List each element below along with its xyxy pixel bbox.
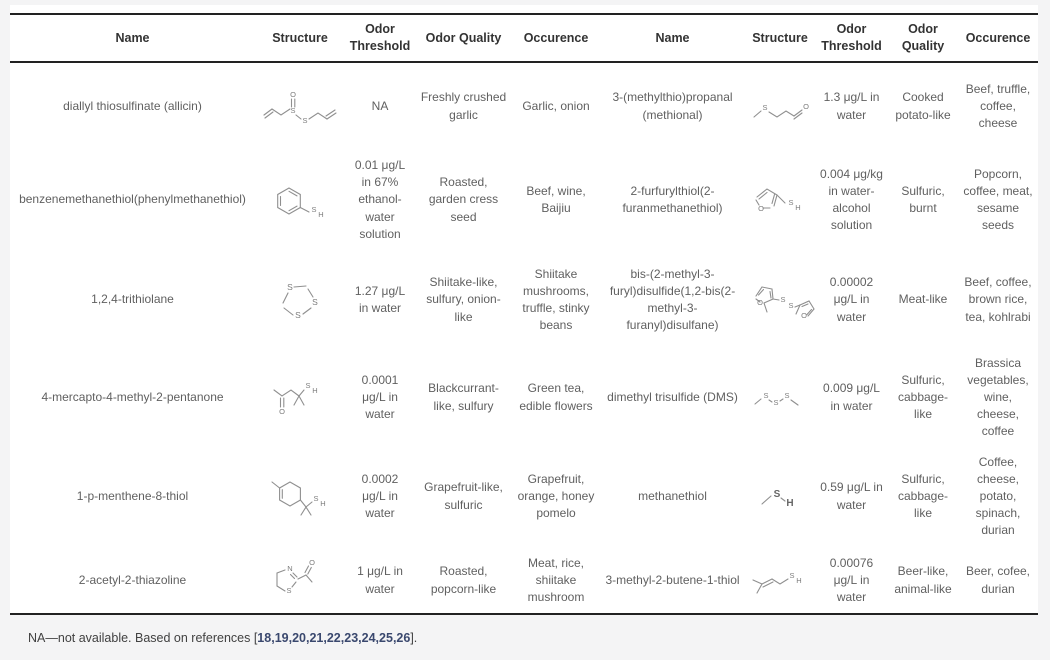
occurence: Shiitake mushrooms, truffle, stinky beans: [522, 266, 590, 333]
compound-name: bis-(2-methyl-3-furyl)disulfide(1,2-bis(2-methyl-3-furanyl)disulfane): [609, 266, 736, 333]
svg-text:H: H: [320, 498, 326, 508]
col-header-occurence-left: Occurence: [512, 14, 600, 62]
col-header-odor-quality-left: Odor Quality: [415, 14, 512, 62]
odor-quality: Blackcurrant-like, sulfury: [428, 381, 499, 413]
svg-text:S: S: [295, 310, 301, 320]
svg-text:S: S: [789, 570, 795, 580]
svg-text:H: H: [786, 497, 794, 509]
reference-link-21[interactable]: 21: [309, 631, 324, 645]
compound-name: diallyl thiosulfinate (allicin): [63, 98, 202, 113]
compound-name: 4-mercapto-4-methyl-2-pentanone: [41, 389, 224, 404]
odor-quality: Sulfuric, cabbage-like: [897, 471, 949, 521]
compound-name: 2-furfurylthiol(2-furanmethanethiol): [622, 183, 723, 215]
odor-threshold: 0.009 μg/L in water: [823, 381, 880, 413]
occurence: Grapefruit, orange, honey pomelo: [517, 471, 595, 521]
svg-text:H: H: [795, 203, 801, 212]
col-header-odor-threshold-left: Odor Threshold: [345, 14, 415, 62]
methyl-butene-thiol-structure-icon: [750, 564, 814, 598]
svg-text:H: H: [312, 385, 318, 395]
reference-link-25[interactable]: 25: [379, 631, 393, 645]
methanethiol-structure-icon: [757, 483, 803, 511]
reference-link-18[interactable]: 18: [257, 631, 272, 645]
odor-quality: Cooked potato-like: [895, 90, 951, 122]
compound-structure: [745, 445, 815, 548]
odor-quality: Sulfuric, burnt: [901, 183, 945, 215]
svg-text:S: S: [286, 585, 292, 595]
compound-name: 2-acetyl-2-thiazoline: [78, 572, 187, 587]
occurence: Beef, truffle, coffee, cheese: [965, 81, 1031, 131]
odor-threshold: 1.27 μg/L in water: [354, 283, 406, 315]
svg-text:O: O: [309, 558, 315, 567]
occurence: Beef, coffee, brown rice, tea, kohlrabi: [964, 275, 1032, 324]
svg-text:S: S: [780, 295, 786, 304]
odor-threshold: 0.00002 μg/L in water: [829, 275, 874, 324]
reference-link-20[interactable]: 20: [292, 631, 306, 645]
footnote-suffix: ].: [410, 631, 418, 645]
odor-threshold: 0.01 μg/L in 67% ethanol-water solution: [354, 158, 406, 241]
odor-quality: Sulfuric, cabbage-like: [897, 372, 949, 422]
compound-structure: [745, 548, 815, 614]
compound-structure: [255, 548, 345, 614]
odor-quality: Meat-like: [898, 292, 948, 307]
occurence: Coffee, cheese, potato, spinach, durian: [975, 454, 1021, 538]
compound-name: 1,2,4-trithiolane: [91, 292, 174, 307]
odor-threshold: 0.00076 μg/L in water: [829, 555, 874, 605]
svg-text:H: H: [796, 575, 802, 585]
svg-text:S: S: [305, 380, 311, 390]
acetyl-thiazoline-structure-icon: [271, 559, 329, 603]
furfurylthiol-structure-icon: [750, 179, 814, 221]
benzenemethanethiol-structure-icon: [269, 177, 331, 223]
svg-text:O: O: [757, 298, 763, 307]
svg-text:O: O: [801, 311, 807, 320]
table-row: [10, 445, 1038, 548]
svg-text:S: S: [312, 297, 318, 307]
odor-threshold: 1.3 μg/L in water: [823, 90, 880, 122]
col-header-odor-quality-right: Odor Quality: [888, 14, 958, 62]
occurence: Beef, wine, Baijiu: [526, 183, 586, 215]
occurence: Meat, rice, shiitake mushroom: [527, 555, 585, 605]
col-header-occurence-right: Occurence: [958, 14, 1038, 62]
svg-text:O: O: [758, 204, 764, 213]
svg-text:S: S: [313, 493, 319, 503]
odor-quality: Freshly crushed garlic: [420, 90, 507, 122]
svg-text:S: S: [311, 205, 317, 214]
compound-structure: [745, 350, 815, 445]
table-footnote: [28, 631, 1050, 645]
svg-text:S: S: [773, 397, 779, 407]
menthene-thiol-structure-icon: [268, 472, 332, 522]
svg-text:S: S: [763, 390, 769, 400]
occurence: Green tea, edible flowers: [519, 381, 593, 413]
svg-text:N: N: [287, 563, 293, 573]
reference-link-24[interactable]: 24: [361, 631, 376, 645]
svg-text:S: S: [762, 102, 768, 112]
reference-links: 18,19,20,21,22,23,24,25,26: [257, 631, 411, 645]
table-row: [10, 548, 1038, 614]
svg-text:O: O: [279, 406, 285, 416]
compound-name: benzenemethanethiol(phenylmethanethiol): [19, 192, 246, 207]
svg-text:S: S: [773, 488, 781, 500]
compound-structure: [745, 150, 815, 250]
table-row: [10, 250, 1038, 350]
compound-name: 3-methyl-2-butene-1-thiol: [605, 572, 740, 587]
compound-name: methanethiol: [638, 488, 707, 503]
svg-text:O: O: [290, 89, 296, 99]
footnote-text: NA—not available. Based on references [: [28, 631, 258, 645]
reference-link-19[interactable]: 19: [274, 631, 289, 645]
header-row: [10, 14, 1038, 62]
reference-link-26[interactable]: 26: [396, 631, 411, 645]
odor-threshold: 0.0002 μg/L in water: [361, 471, 399, 521]
svg-text:S: S: [788, 301, 794, 310]
svg-text:O: O: [803, 101, 809, 111]
compound-name: 3-(methylthio)propanal (methional): [612, 90, 733, 122]
odor-threshold: 0.59 μg/L in water: [820, 480, 883, 512]
odor-compounds-table: [10, 13, 1038, 615]
compound-structure: [745, 250, 815, 350]
odor-quality: Beer-like, animal-like: [894, 564, 952, 596]
odor-quality: Roasted, popcorn-like: [430, 564, 497, 596]
odor-threshold: NA: [371, 98, 389, 113]
table-row: [10, 62, 1038, 150]
methional-structure-icon: [750, 89, 814, 125]
reference-link-23[interactable]: 23: [344, 631, 359, 645]
compound-structure: [255, 62, 345, 150]
col-header-name-right: Name: [600, 14, 745, 62]
compound-structure: [255, 350, 345, 445]
table-row: [10, 350, 1038, 445]
odor-quality: Shiitake-like, sulfury, onion-like: [426, 275, 501, 324]
svg-text:S: S: [784, 390, 790, 400]
compound-name: 1-p-menthene-8-thiol: [76, 488, 189, 503]
diallyl-thiosulfinate-structure-icon: [260, 86, 344, 128]
occurence: Brassica vegetables, wine, cheese, coffee: [967, 355, 1029, 439]
bis-methylfuryl-disulfide-structure-icon: [750, 276, 816, 324]
occurence: Popcorn, coffee, meat, sesame seeds: [963, 166, 1033, 233]
odor-threshold: 0.0001 μg/L in water: [361, 372, 399, 422]
svg-text:S: S: [788, 198, 794, 207]
odor-threshold: 1 μg/L in water: [357, 564, 403, 596]
occurence: Beer, cofee, durian: [965, 564, 1031, 596]
svg-text:S: S: [302, 115, 308, 125]
mercapto-methyl-pentanone-structure-icon: [269, 376, 331, 420]
col-header-structure-right: Structure: [745, 14, 815, 62]
svg-text:H: H: [318, 210, 324, 219]
svg-text:S: S: [290, 105, 296, 115]
trithiolane-structure-icon: [275, 276, 325, 324]
odor-threshold: 0.004 μg/kg in water-alcohol solution: [820, 166, 883, 233]
table-row: [10, 150, 1038, 250]
dimethyl-trisulfide-structure-icon: [751, 384, 809, 412]
occurence: Garlic, onion: [522, 98, 590, 113]
compound-structure: [255, 150, 345, 250]
compound-name: dimethyl trisulfide (DMS): [607, 389, 738, 404]
odor-quality: Grapefruit-like, sulfuric: [424, 480, 503, 512]
col-header-odor-threshold-right: Odor Threshold: [815, 14, 888, 62]
col-header-name-left: Name: [10, 14, 255, 62]
table-sheet: [10, 5, 1038, 615]
odor-quality: Roasted, garden cress seed: [428, 175, 499, 224]
reference-link-22[interactable]: 22: [326, 631, 341, 645]
compound-structure: [745, 62, 815, 150]
compound-structure: [255, 445, 345, 548]
svg-text:S: S: [287, 282, 293, 292]
compound-structure: [255, 250, 345, 350]
col-header-structure-left: Structure: [255, 14, 345, 62]
